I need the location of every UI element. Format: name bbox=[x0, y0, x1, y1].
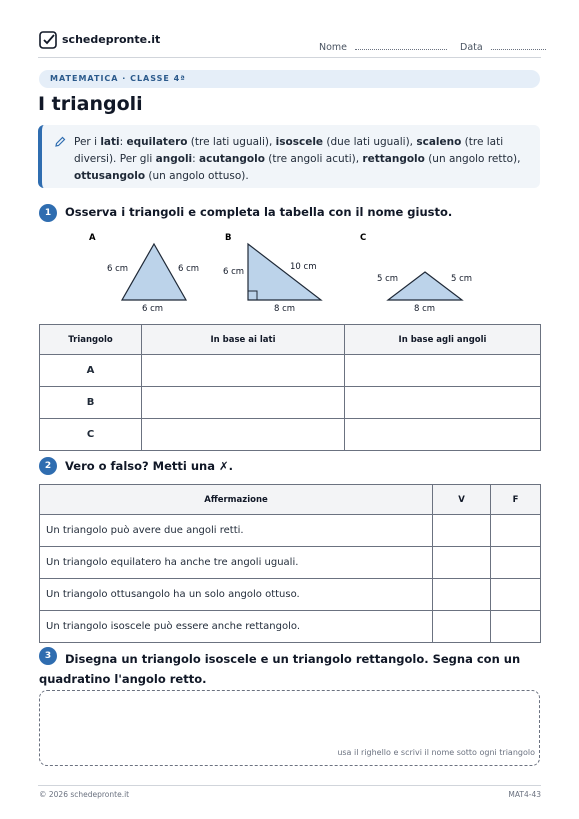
col-header-f: F bbox=[491, 485, 541, 515]
name-dots bbox=[355, 41, 447, 50]
info-text-part: : bbox=[119, 136, 127, 148]
footer-divider bbox=[38, 785, 541, 786]
col-header-triangolo: Triangolo bbox=[40, 325, 142, 355]
answer-cell-lati-b[interactable] bbox=[142, 387, 345, 419]
info-text-part: (due lati uguali), bbox=[323, 136, 417, 148]
info-text bbox=[74, 134, 534, 185]
info-text-part: (tre lati uguali), bbox=[187, 136, 276, 148]
checkbox-f-4[interactable] bbox=[491, 611, 541, 643]
statement-4: Un triangolo isoscele può essere anche rettangolo. bbox=[40, 611, 433, 643]
triangle-b bbox=[248, 244, 321, 300]
name-label: Nome bbox=[319, 42, 348, 53]
answer-cell-angoli-c[interactable] bbox=[345, 419, 541, 451]
triangle-a-base: 6 cm bbox=[142, 304, 164, 314]
triangle-a-label: A bbox=[89, 233, 96, 243]
row-label-c: C bbox=[40, 419, 142, 451]
row-label-a: A bbox=[40, 355, 142, 387]
info-term-isoscele: isoscele bbox=[275, 136, 324, 148]
date-dots bbox=[491, 41, 546, 50]
triangle-a bbox=[122, 244, 186, 300]
answer-cell-angoli-a[interactable] bbox=[345, 355, 541, 387]
info-text-part: (un angolo ottuso). bbox=[145, 170, 249, 182]
triangle-c-label: C bbox=[360, 233, 367, 243]
checkbox-f-3[interactable] bbox=[491, 579, 541, 611]
triangle-a-right-side: 6 cm bbox=[178, 264, 200, 274]
info-text-part: Per i bbox=[74, 136, 101, 148]
triangle-b-hypotenuse: 10 cm bbox=[290, 262, 317, 272]
table-row bbox=[40, 515, 541, 547]
triangle-c-right-side: 5 cm bbox=[451, 274, 473, 284]
info-text-part: (un angolo retto), bbox=[424, 153, 521, 165]
question-2-number: 2 bbox=[39, 457, 57, 475]
drawing-hint: usa il righello e scrivi il nome sotto ogni triangolo bbox=[337, 748, 535, 757]
checkbox-v-1[interactable] bbox=[433, 515, 491, 547]
subject-label: MATEMATICA · CLASSE 4ª bbox=[50, 74, 186, 83]
triangle-b-label: B bbox=[225, 233, 232, 243]
info-text-part: (tre angoli acuti), bbox=[264, 153, 363, 165]
date-field[interactable] bbox=[460, 35, 546, 54]
info-term-scaleno: scaleno bbox=[416, 136, 462, 148]
question-3-line-2: quadratino l'angolo retto. bbox=[39, 672, 207, 686]
question-2-text: Vero o falso? Metti una ✗. bbox=[65, 459, 234, 473]
question-3-number: 3 bbox=[39, 647, 57, 665]
col-header-affermazione: Affermazione bbox=[40, 485, 433, 515]
statement-3: Un triangolo ottusangolo ha un solo angolo ottuso. bbox=[40, 579, 433, 611]
row-label-b: B bbox=[40, 387, 142, 419]
col-header-lati: In base ai lati bbox=[142, 325, 345, 355]
answer-cell-lati-a[interactable] bbox=[142, 355, 345, 387]
table-row bbox=[40, 547, 541, 579]
col-header-v: V bbox=[433, 485, 491, 515]
table-row bbox=[40, 579, 541, 611]
footer-copyright: © 2026 schedepronte.it bbox=[39, 790, 130, 799]
info-term-equilatero: equilatero bbox=[126, 136, 188, 148]
logo-icon bbox=[39, 31, 57, 49]
info-term-lati: lati bbox=[100, 136, 120, 148]
info-term-acutangolo: acutangolo bbox=[199, 153, 265, 165]
table-row bbox=[40, 611, 541, 643]
triangle-b-base: 8 cm bbox=[274, 304, 296, 314]
triangles-figure bbox=[80, 228, 500, 316]
header-divider bbox=[38, 57, 541, 58]
name-field[interactable] bbox=[319, 35, 447, 54]
info-text-part: (tre lati diversi). Per gli bbox=[74, 136, 504, 165]
footer-code: MAT4-43 bbox=[508, 790, 541, 799]
statement-2: Un triangolo equilatero ha anche tre angoli uguali. bbox=[40, 547, 433, 579]
answer-cell-lati-c[interactable] bbox=[142, 419, 345, 451]
checkbox-f-1[interactable] bbox=[491, 515, 541, 547]
checkbox-f-2[interactable] bbox=[491, 547, 541, 579]
question-3-text bbox=[39, 649, 535, 689]
classification-table bbox=[39, 324, 541, 451]
table-row bbox=[40, 419, 541, 451]
triangle-c-left-side: 5 cm bbox=[377, 274, 399, 284]
info-term-rettangolo: rettangolo bbox=[362, 153, 425, 165]
question-3-line-1: Disegna un triangolo isoscele e un triangolo rettangolo. Segna con un bbox=[65, 652, 521, 666]
table-row bbox=[40, 387, 541, 419]
checkbox-v-3[interactable] bbox=[433, 579, 491, 611]
brand-name: schedepronte.it bbox=[62, 33, 161, 46]
question-1-text: Osserva i triangoli e completa la tabella con il nome giusto. bbox=[65, 205, 453, 219]
table-row bbox=[40, 355, 541, 387]
triangle-b-left-side: 6 cm bbox=[223, 267, 245, 277]
info-text-part: : bbox=[192, 153, 200, 165]
triangle-c-base: 8 cm bbox=[414, 304, 436, 314]
pencil-icon bbox=[54, 136, 66, 148]
true-false-table bbox=[39, 484, 541, 643]
answer-cell-angoli-b[interactable] bbox=[345, 387, 541, 419]
page-title: I triangoli bbox=[38, 93, 143, 115]
triangle-a-left-side: 6 cm bbox=[107, 264, 129, 274]
question-1-number: 1 bbox=[39, 204, 57, 222]
info-term-angoli: angoli bbox=[155, 153, 193, 165]
checkbox-v-2[interactable] bbox=[433, 547, 491, 579]
checkbox-v-4[interactable] bbox=[433, 611, 491, 643]
info-term-ottusangolo: ottusangolo bbox=[74, 170, 146, 182]
col-header-angoli: In base agli angoli bbox=[345, 325, 541, 355]
statement-1: Un triangolo può avere due angoli retti. bbox=[40, 515, 433, 547]
date-label: Data bbox=[460, 42, 483, 53]
